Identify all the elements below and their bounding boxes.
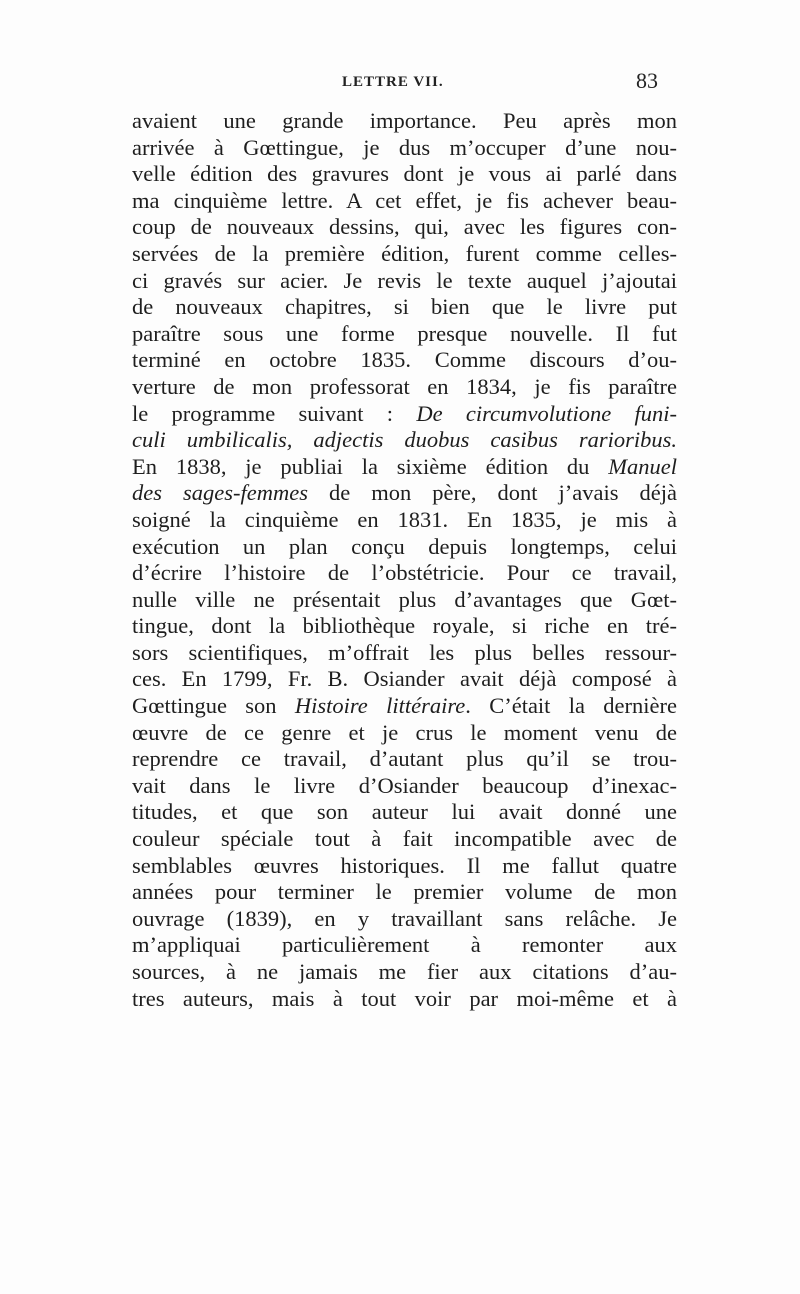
text-line: coup de nouveaux dessins, qui, avec les figures con-	[132, 214, 677, 240]
text-run: Gœttingue son	[132, 693, 295, 719]
text-line: tingue, dont la bibliothèque royale, si riche en tré-	[132, 613, 677, 639]
text-line: ces. En 1799, Fr. B. Osiander avait déjà composé à	[132, 666, 677, 692]
text-line: verture de mon professorat en 1834, je fis paraître	[132, 373, 677, 399]
text-line: arrivée à Gœttingue, je dus m’occuper d’une nou-	[132, 134, 677, 160]
latin-title-continued: culi umbilicalis, adjectis duobus casibus rarioribus.	[132, 427, 677, 453]
text-line: ouvrage (1839), en y travaillant sans relâche. Je	[132, 905, 677, 931]
book-title-continued: des sages-femmes	[132, 480, 308, 506]
text-run: de mon père, dont j’avais déjà	[307, 480, 677, 506]
text-line: d’écrire l’histoire de l’obstétricie. Pour ce travail,	[132, 560, 677, 586]
text-line: avaient une grande importance. Peu après mon	[132, 108, 677, 133]
text-line: velle édition des gravures dont je vous ai parlé dans	[132, 161, 677, 187]
book-title: Manuel	[608, 453, 677, 479]
body-text	[132, 108, 677, 1012]
text-line	[132, 480, 677, 507]
running-title: LETTRE VII.	[342, 74, 444, 90]
text-line	[132, 693, 677, 720]
text-line: sors scientifiques, m’offrait les plus belles ressour-	[132, 639, 677, 665]
text-line: ma cinquième lettre. A cet effet, je fis achever beau-	[132, 187, 677, 213]
text-line: couleur spéciale tout à fait incompatible avec de	[132, 826, 677, 852]
text-line: m’appliquai particulièrement à remonter aux	[132, 932, 677, 958]
text-run: . C’était la dernière	[465, 693, 677, 719]
text-line: tres auteurs, mais à tout voir par moi-même et à	[132, 985, 677, 1011]
text-line: sources, à ne jamais me fier aux citations d’au-	[132, 959, 677, 984]
text-line: soigné la cinquième en 1831. En 1835, je mis à	[132, 506, 677, 532]
text-line: servées de la première édition, furent comme celles-	[132, 240, 677, 266]
running-head	[132, 68, 658, 98]
text-run: le programme suivant :	[132, 400, 417, 426]
text-line: ci gravés sur acier. Je revis le texte auquel j’ajoutai	[132, 267, 677, 293]
text-line: exécution un plan conçu depuis longtemps, celui	[132, 533, 677, 559]
book-title: Histoire littéraire	[294, 693, 466, 719]
text-line: de nouveaux chapitres, si bien que le livre put	[132, 294, 677, 320]
text-line	[132, 401, 677, 428]
text-line: paraître sous une forme presque nouvelle. Il fut	[132, 320, 677, 346]
text-line: reprendre ce travail, d’autant plus qu’il se trou-	[132, 746, 677, 772]
text-line: œuvre de ce genre et je crus le moment venu de	[132, 719, 677, 745]
page-number: 83	[636, 68, 658, 93]
text-line: années pour terminer le premier volume de mon	[132, 879, 677, 905]
latin-title: De circumvolutione funi-	[416, 400, 677, 426]
text-line: nulle ville ne présentait plus d’avantages que Gœt-	[132, 586, 677, 612]
text-line: vait dans le livre d’Osiander beaucoup d’inexac-	[132, 772, 677, 798]
text-line: titudes, et que son auteur lui avait donné une	[132, 799, 677, 825]
text-line: terminé en octobre 1835. Comme discours d’ou-	[132, 347, 677, 373]
text-line: semblables œuvres historiques. Il me fallut quatre	[132, 852, 677, 878]
text-line	[132, 454, 677, 481]
text-run: En 1838, je publiai la sixième édition du	[132, 453, 609, 479]
